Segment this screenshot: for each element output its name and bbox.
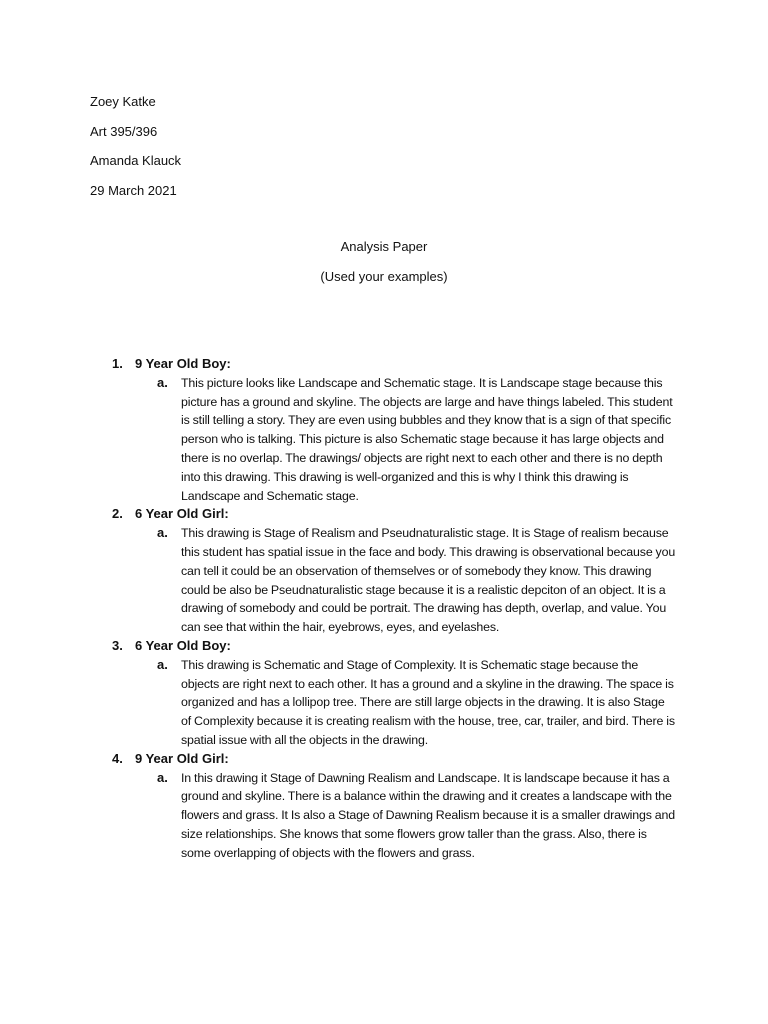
list-item-heading	[0, 505, 768, 524]
paper-date: 29 March 2021	[90, 182, 177, 198]
list-item-title: 9 Year Old Boy:	[135, 356, 231, 371]
list-item-number: 4.	[112, 750, 123, 766]
paper-subtitle: (Used your examples)	[320, 269, 448, 284]
sub-item-text: This drawing is Schematic and Stage of Complexity. It is Schematic stage because the objects are right next to each other. It has a ground and a skyline in the drawing. The space is organized and has a lollipop tree. There are still large objects in the drawing. It is also Stage of Complexity because it is creating realism with the house, tree, car, trailer, and bird. There is spatial issue with all the objects in the drawing.	[181, 657, 675, 747]
sub-item-text: In this drawing it Stage of Dawning Realism and Landscape. It is landscape because it has a ground and skyline. There is a balance within the drawing and it creates a landscape with the flowers and grass. It Is also a Stage of Dawning Realism because it is a smaller drawings and size relationships. She knows that some flowers grow taller than the grass. Also, there is some overlapping of objects with the flowers and grass.	[181, 770, 676, 860]
sub-item-letter: a.	[157, 769, 168, 785]
list-item-title: 6 Year Old Boy:	[135, 637, 231, 653]
list-item-title: 9 Year Old Girl:	[135, 750, 229, 766]
sub-item	[0, 524, 677, 637]
sub-item	[0, 656, 677, 750]
sub-item-text: This picture looks like Landscape and Schematic stage. It is Landscape stage because this picture has a ground and skyline. The objects are large and have things labeled. This student is still telling a story. They are even using bubbles and they know that is a sign of that specific person who is talking. This picture is also Schematic stage because it has large objects and there is no overlap. The drawings/ objects are right next to each other and there is no depth into this drawing. This drawing is well-organized and this is why I think this drawing is Landscape and Schematic stage.	[181, 375, 673, 503]
list-item-number: 1.	[112, 356, 123, 371]
list-item	[0, 355, 768, 505]
list-item-heading	[0, 355, 768, 374]
analysis-list	[0, 355, 768, 863]
paper-title-block	[0, 239, 768, 299]
sub-item	[0, 769, 677, 863]
list-item-number: 2.	[112, 506, 123, 522]
sub-item-letter: a.	[157, 374, 168, 390]
course-name: Art 395/396	[90, 123, 158, 139]
list-item-heading	[0, 637, 768, 656]
sub-item-text: This drawing is Stage of Realism and Pseudnaturalistic stage. It is Stage of realism because this student has spatial issue in the face and body. This drawing is observational because you can tell it could be an observation of themselves or of somebody they know. This drawing could be also be Pseudnaturalistic stage because it is a realistic depciton of an object. It is a drawing of somebody and could be portrait. The drawing has depth, overlap, and value. You can see that within the hair, eyebrows, eyes, and eyelashes.	[181, 526, 676, 635]
author-name: Zoey Katke	[90, 94, 156, 109]
list-item-heading	[0, 750, 768, 769]
instructor-name: Amanda Klauck	[90, 153, 182, 168]
sub-item-letter: a.	[157, 525, 168, 541]
list-item-title: 6 Year Old Girl:	[135, 506, 229, 522]
list-item	[0, 505, 768, 637]
list-item	[0, 750, 768, 863]
paper-title: Analysis Paper	[340, 239, 428, 254]
list-item	[0, 637, 768, 750]
sub-item-letter: a.	[157, 656, 168, 672]
paper-header	[90, 94, 690, 212]
sub-item	[0, 374, 677, 506]
list-item-number: 3.	[112, 637, 123, 653]
